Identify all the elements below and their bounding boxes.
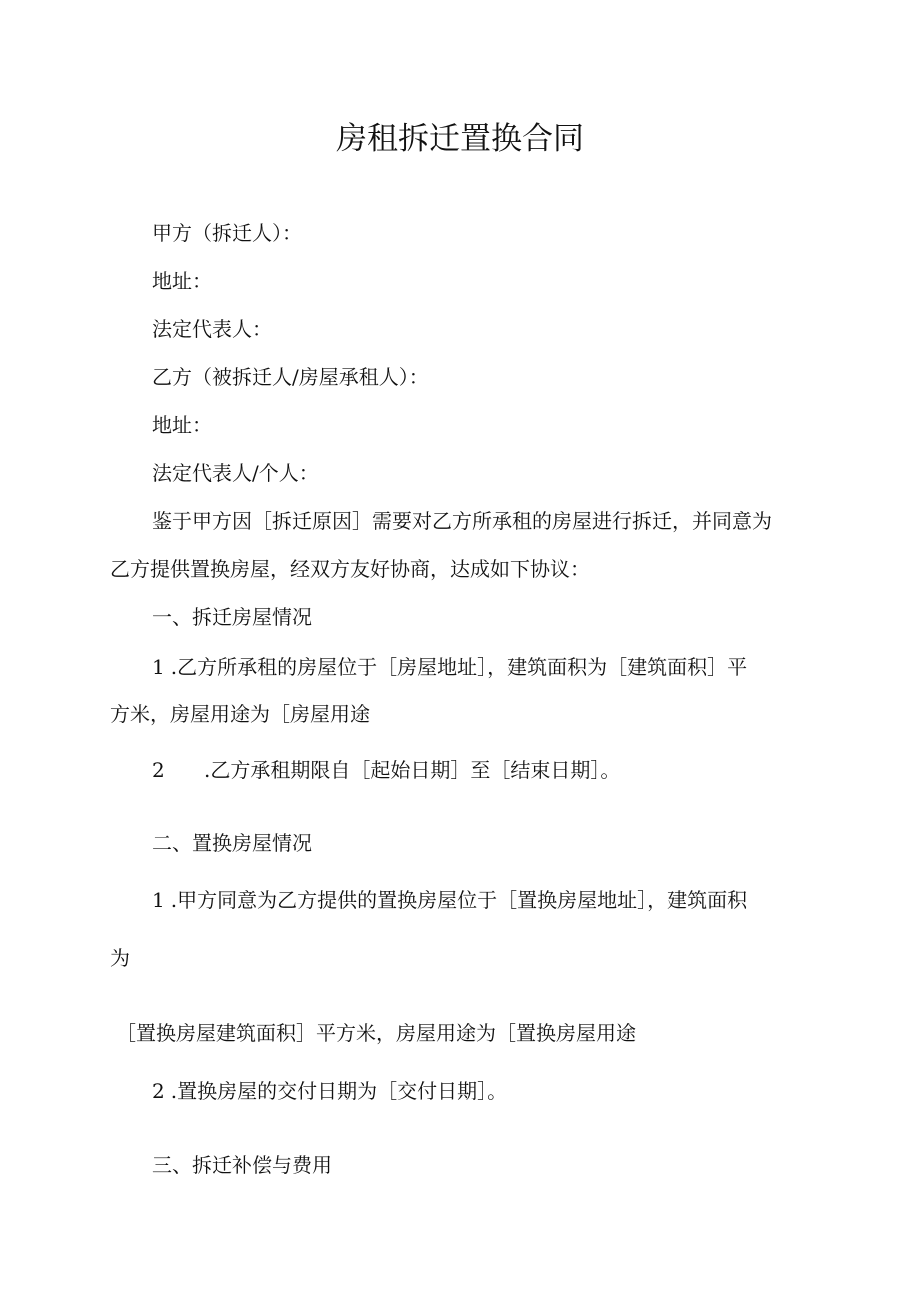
item-text: .乙方承租期限自［起始日期］至［结束日期］。	[204, 758, 621, 782]
item-number: 1	[152, 655, 165, 679]
section-2-item-2	[152, 1076, 507, 1106]
item-number: 2	[152, 1079, 165, 1103]
party-a-representative: 法定代表人：	[152, 317, 272, 341]
section-1-item-2	[152, 755, 620, 785]
section-1-heading: 一、拆迁房屋情况	[152, 605, 312, 629]
item-number: 2	[152, 758, 165, 782]
preamble-line-2: 乙方提供置换房屋，经双方友好协商，达成如下协议：	[110, 557, 590, 581]
section-2-heading: 二、置换房屋情况	[152, 831, 312, 855]
item-text: .甲方同意为乙方提供的置换房屋位于［置换房屋地址］，建筑面积	[170, 888, 748, 912]
section-2-item-1-continued-2: ［置换房屋建筑面积］平方米，房屋用途为［置换房屋用途	[116, 1021, 636, 1045]
section-2-item-1-continued: 为	[110, 946, 130, 970]
party-b-label: 乙方（被拆迁人/房屋承租人）：	[152, 365, 429, 389]
item-text: .乙方所承租的房屋位于［房屋地址］，建筑面积为［建筑面积］平	[170, 655, 748, 679]
document-title: 房租拆迁置换合同	[336, 121, 584, 157]
item-text: .置换房屋的交付日期为［交付日期］。	[170, 1079, 508, 1103]
party-a-label: 甲方（拆迁人）：	[152, 221, 302, 245]
section-1-item-1	[152, 652, 747, 682]
party-b-address: 地址：	[152, 413, 212, 437]
section-3-heading: 三、拆迁补偿与费用	[152, 1153, 332, 1177]
section-2-item-1	[152, 885, 747, 915]
section-1-item-1-continued: 方米，房屋用途为［房屋用途	[110, 702, 370, 726]
party-a-address: 地址：	[152, 269, 212, 293]
item-number: 1	[152, 888, 165, 912]
preamble-line-1: 鉴于甲方因［拆迁原因］需要对乙方所承租的房屋进行拆迁，并同意为	[152, 509, 772, 533]
party-b-representative: 法定代表人/个人：	[152, 461, 319, 485]
